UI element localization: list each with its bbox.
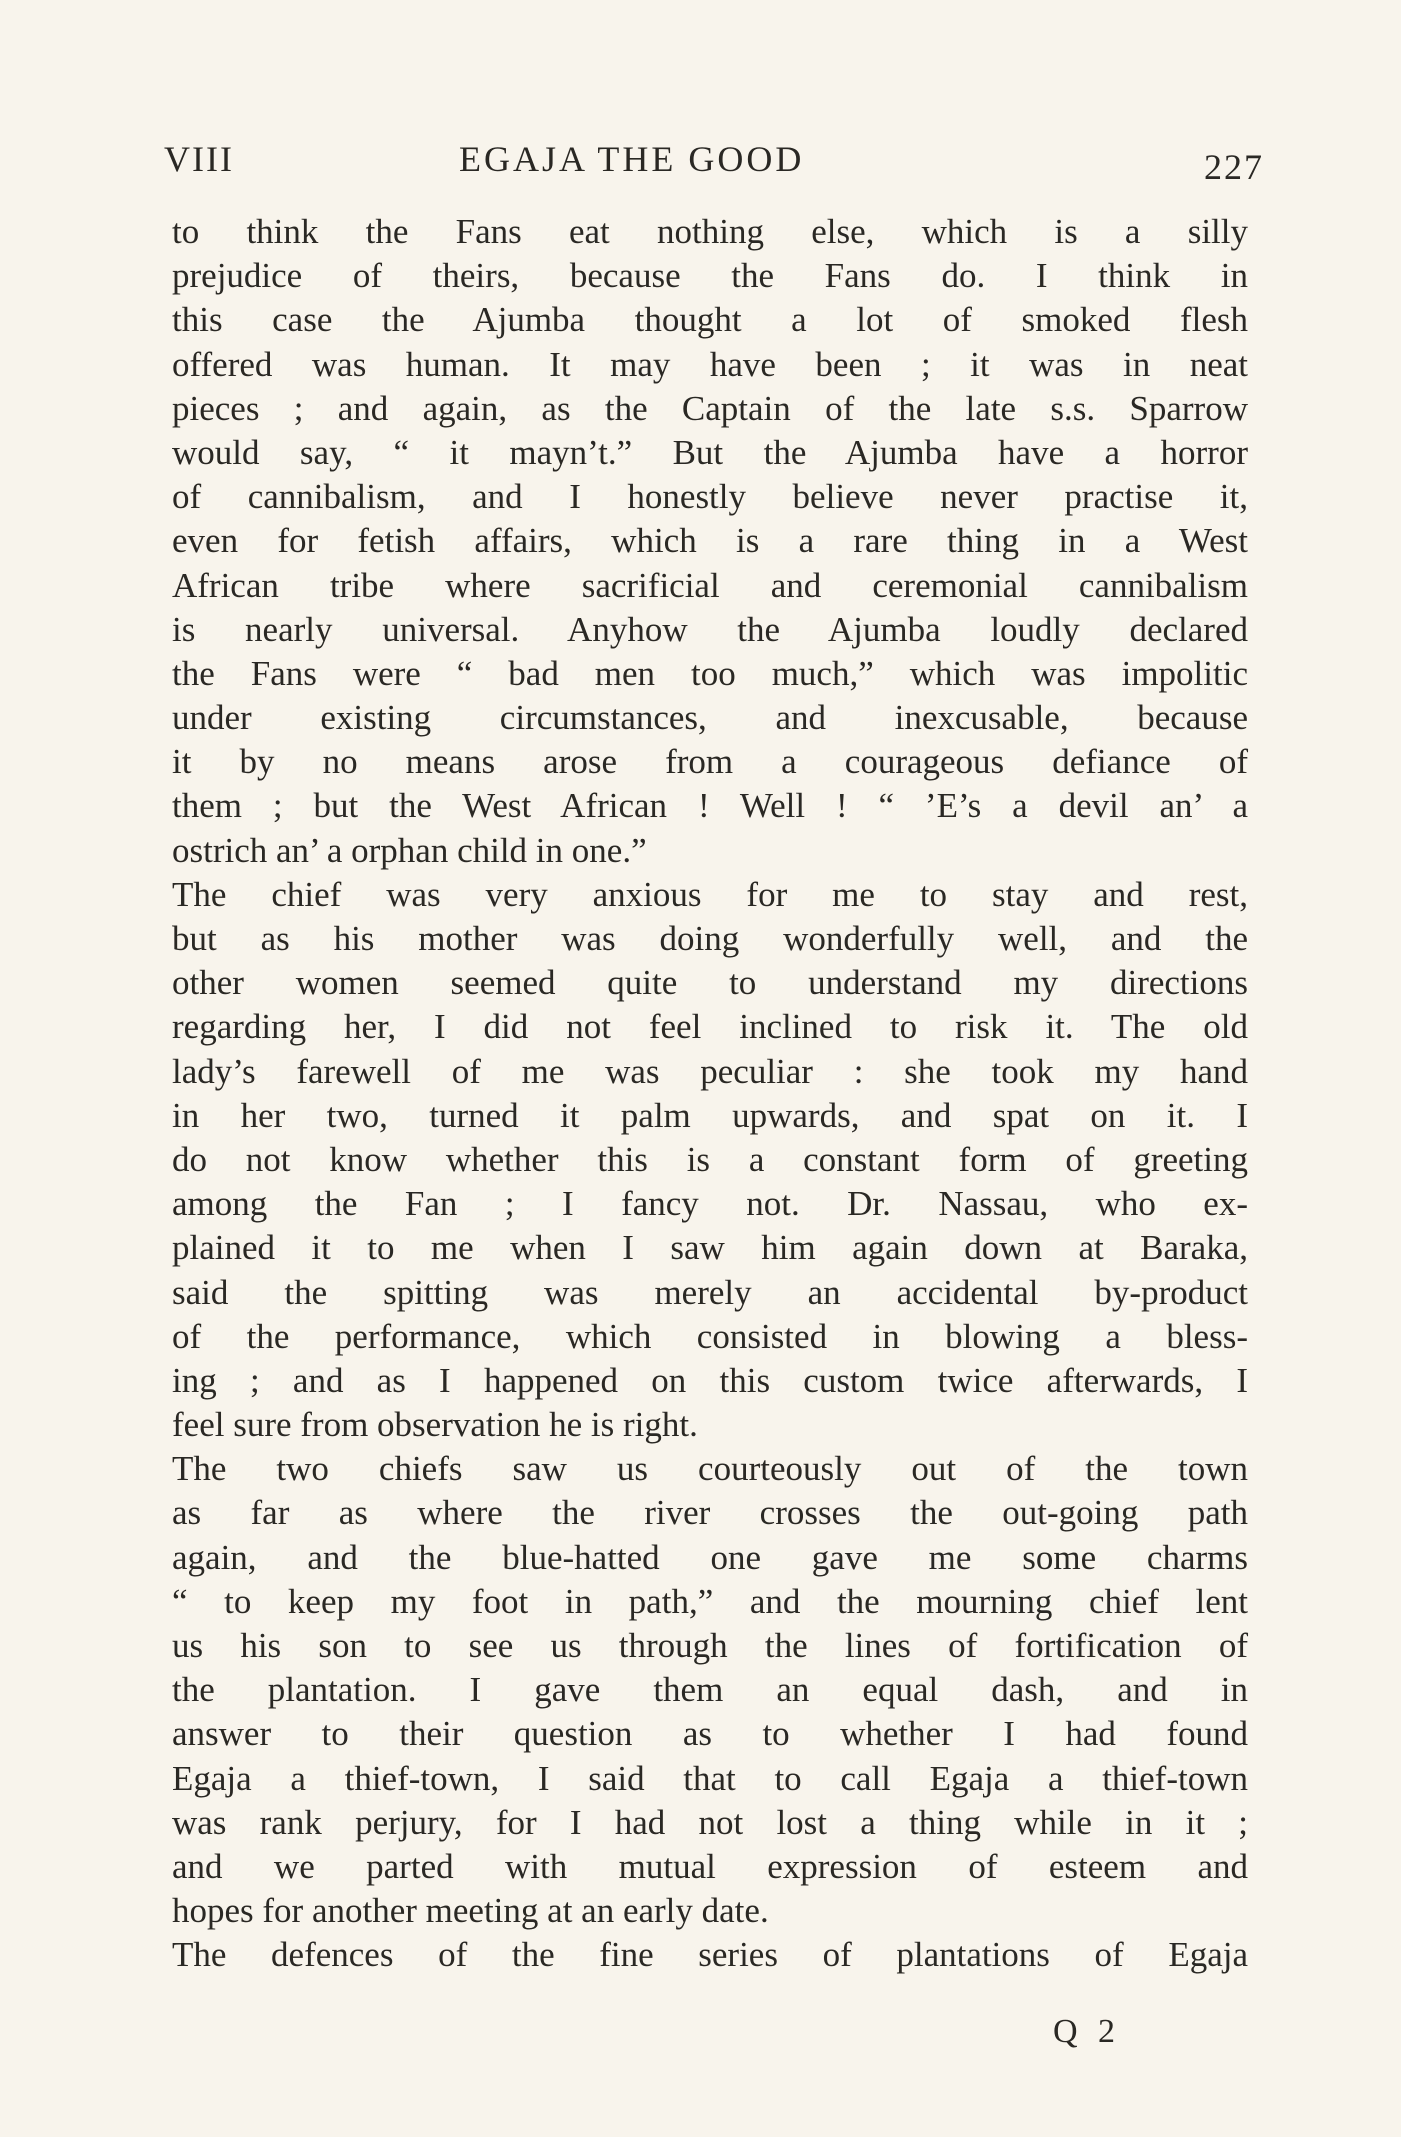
paragraph-start-line: The chief was very anxious for me to stay and rest, [172,874,1248,914]
text-line: was rank perjury, for I had not lost a thing while in it ; [172,1802,1248,1842]
running-title: EGAJA THE GOOD [459,139,805,179]
text-line: to think the Fans eat nothing else, which is a silly [172,212,1248,251]
text-line: the plantation. I gave them an equal dash, and in [172,1670,1248,1710]
paragraph-end-line: hopes for another meeting at an early date. [172,1891,769,1931]
text-line: offered was human. It may have been ; it was in neat [172,344,1248,384]
text-line: answer to their question as to whether I had found [172,1714,1248,1754]
text-line: “ to keep my foot in path,” and the mourning chief lent [172,1581,1248,1621]
text-line: ing ; and as I happened on this custom twice afterwards, I [172,1360,1248,1400]
text-line: this case the Ajumba thought a lot of smoked flesh [172,300,1248,340]
paragraph-end-line: feel sure from observation he is right. [172,1405,698,1445]
text-line: lady’s farewell of me was peculiar : she took my hand [172,1051,1248,1091]
text-line: is nearly universal. Anyhow the Ajumba loudly declared [172,609,1248,649]
text-line: said the spitting was merely an accidental by-product [172,1272,1248,1312]
text-line: and we parted with mutual expression of esteem and [172,1846,1248,1886]
text-line: plained it to me when I saw him again down at Baraka, [172,1228,1248,1268]
text-line: other women seemed quite to understand my directions [172,963,1248,1003]
body-text [172,210,1248,1978]
text-line: regarding her, I did not feel inclined to risk it. The old [172,1007,1248,1047]
text-line: Egaja a thief-town, I said that to call Egaja a thief-town [172,1758,1248,1798]
text-line: the Fans were “ bad men too much,” which was impolitic [172,653,1248,693]
chapter-number: VIII [164,139,234,179]
text-line: of the performance, which consisted in blowing a bless- [172,1316,1248,1356]
text-line: do not know whether this is a constant form of greeting [172,1139,1248,1179]
text-line: as far as where the river crosses the out-going path [172,1493,1248,1533]
text-line: in her two, turned it palm upwards, and spat on it. I [172,1095,1248,1135]
text-line: them ; but the West African ! Well ! “ ’E’s a devil an’ a [172,786,1248,826]
text-line: us his son to see us through the lines of fortification of [172,1626,1248,1665]
text-line: among the Fan ; I fancy not. Dr. Nassau, who ex- [172,1184,1248,1224]
text-line: even for fetish affairs, which is a rare thing in a West [172,521,1248,561]
text-line: but as his mother was doing wonderfully well, and the [172,919,1248,958]
text-line: African tribe where sacrificial and ceremonial cannibalism [172,565,1248,605]
text-line: under existing circumstances, and inexcusable, because [172,698,1248,738]
signature-mark: Q 2 [1053,2013,1122,2050]
text-line: prejudice of theirs, because the Fans do. I think in [172,256,1248,296]
text-line: pieces ; and again, as the Captain of the late s.s. Sparrow [172,388,1248,428]
text-line: of cannibalism, and I honestly believe never practise it, [172,477,1248,517]
text-line: again, and the blue-hatted one gave me some charms [172,1537,1248,1577]
page-number: 227 [1204,147,1264,187]
paragraph-start-line: The defences of the fine series of plantations of Egaja [172,1935,1248,1975]
text-line: would say, “ it mayn’t.” But the Ajumba have a horror [172,432,1248,472]
running-head [164,138,1264,188]
text-line: it by no means arose from a courageous defiance of [172,742,1248,782]
paragraph-start-line: The two chiefs saw us courteously out of the town [172,1449,1248,1489]
paragraph-end-line: ostrich an’ a orphan child in one.” [172,830,647,870]
